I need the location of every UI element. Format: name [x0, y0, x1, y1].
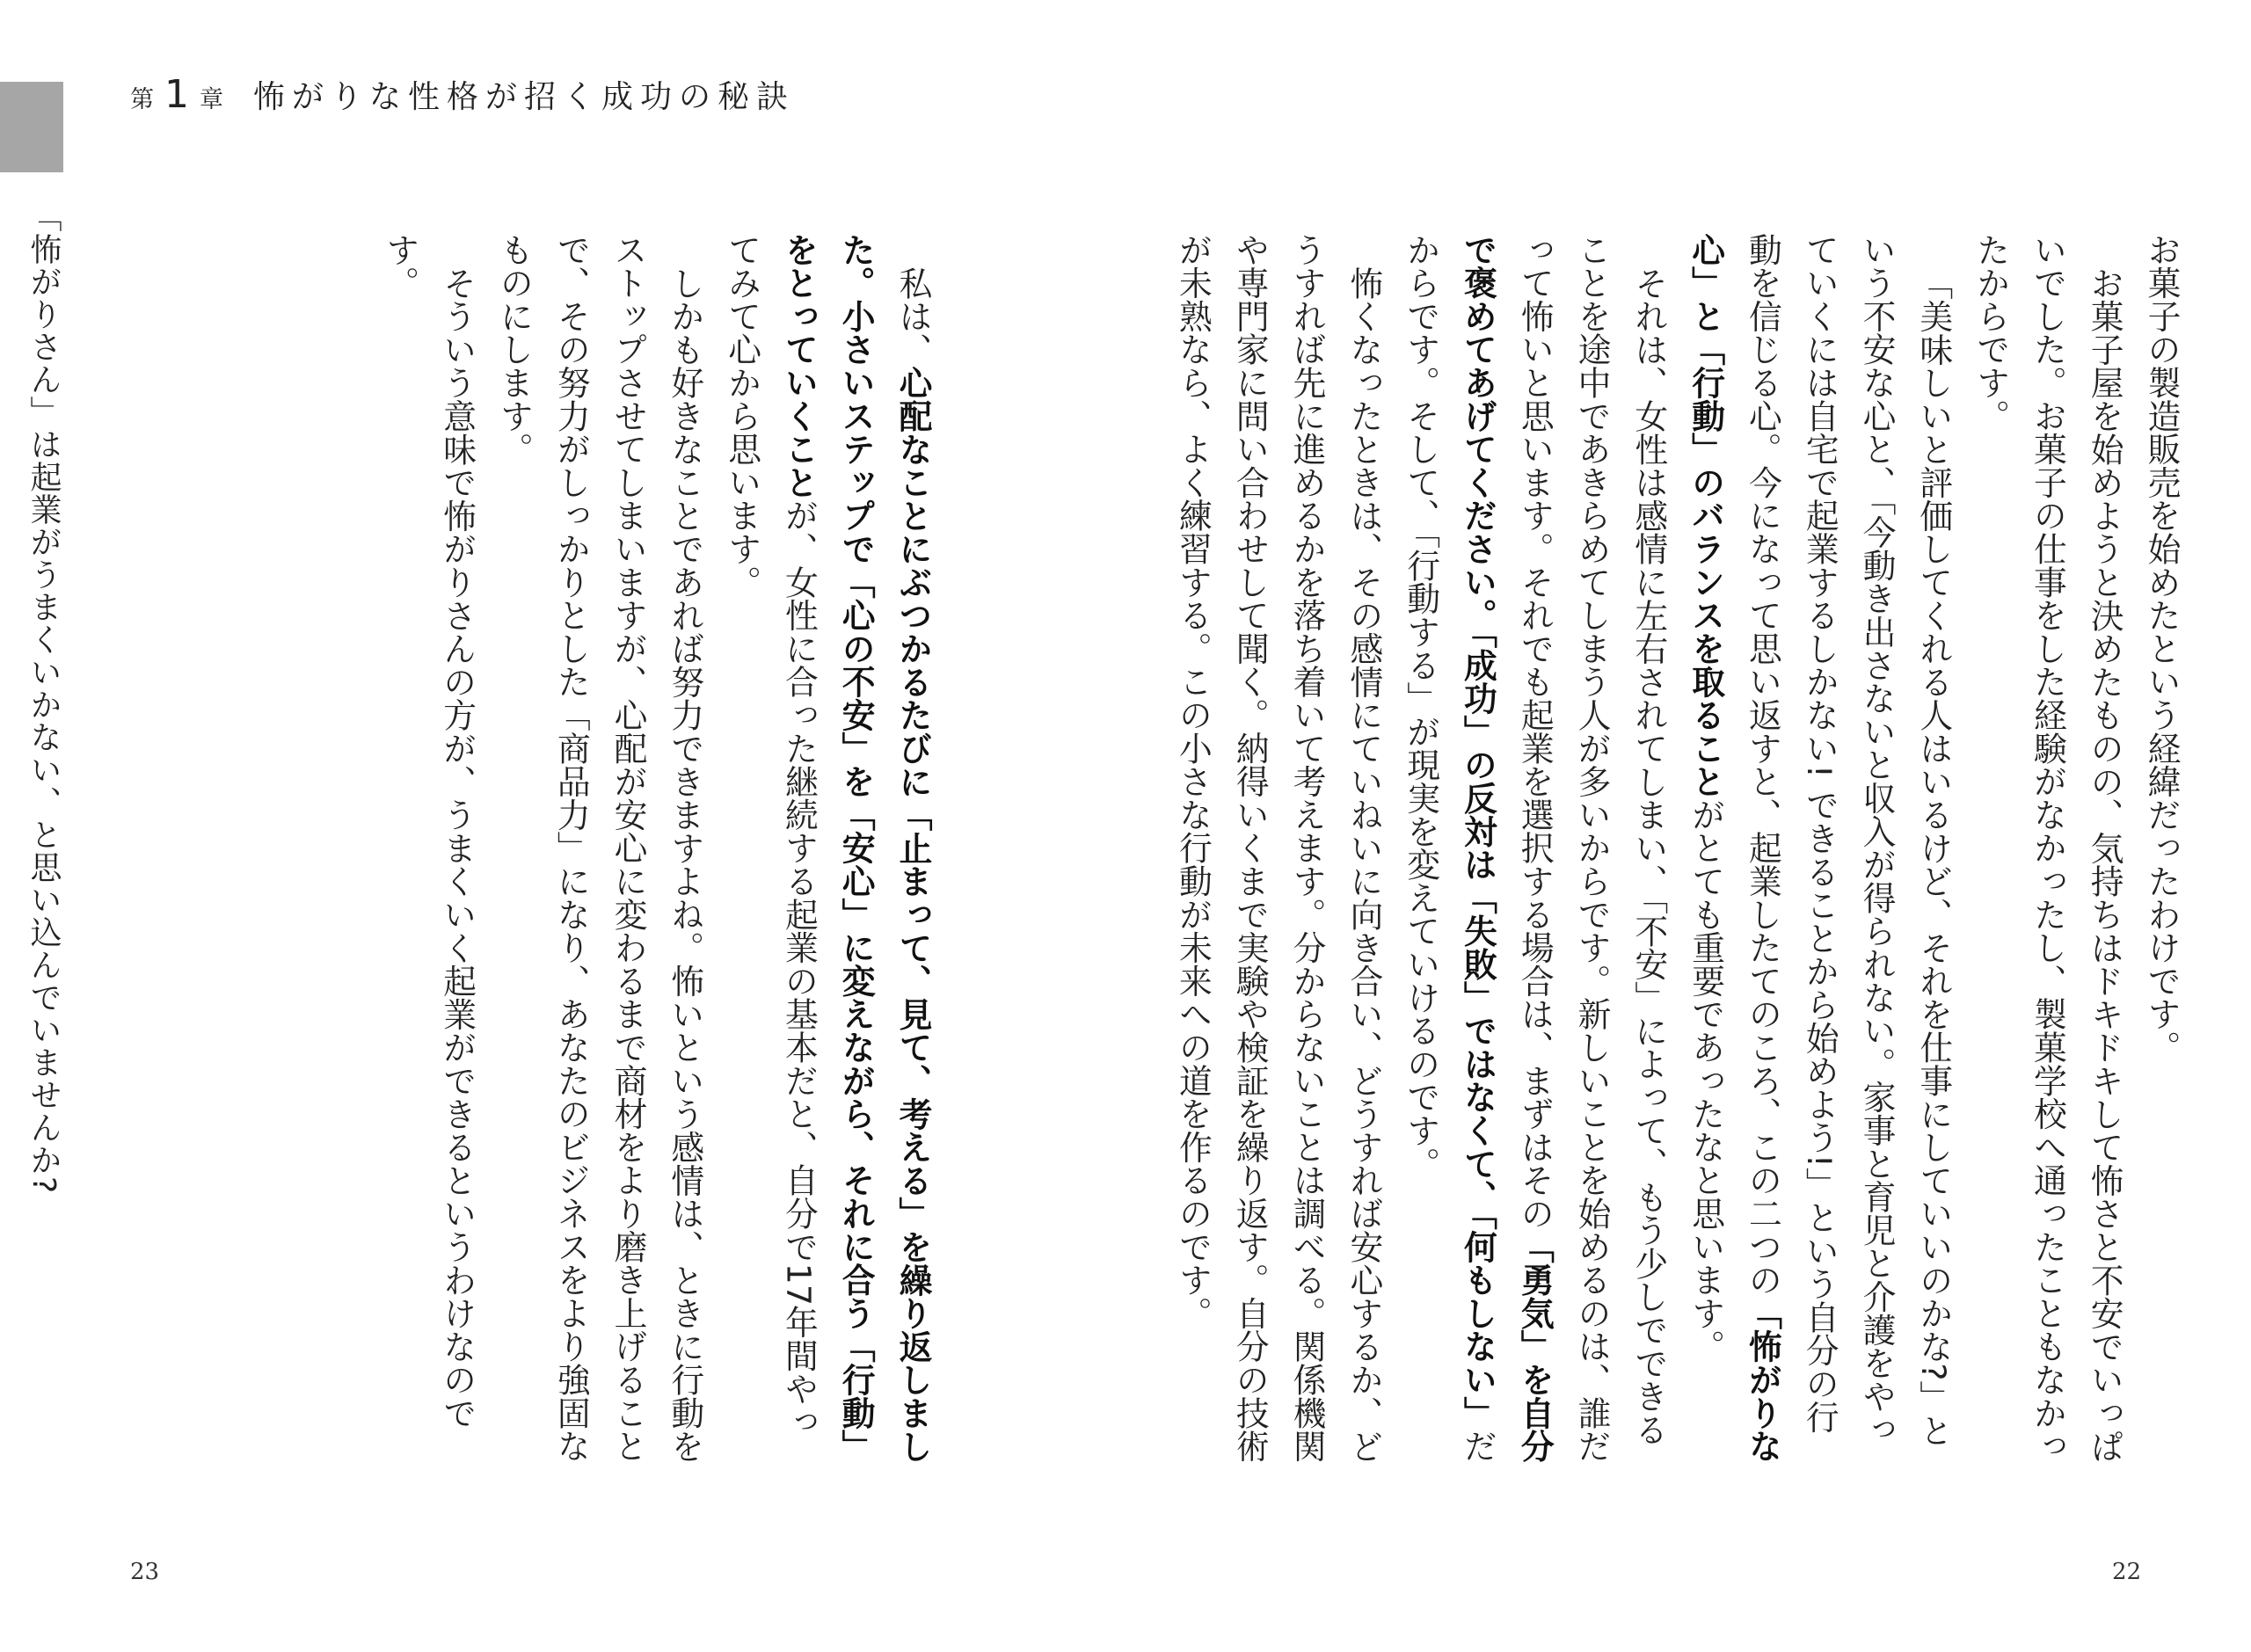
- paragraph: [1962, 233, 2132, 1464]
- paragraph: [2132, 233, 2189, 1464]
- emphasis-text: 「怖がりな心」と「行動」のバランスを取ること: [1686, 233, 1782, 1463]
- emphasis-text: 「勇気」を自分で褒めてあげてください。「成功」の反対は「失敗」ではなくて、「何もしない」: [1458, 233, 1555, 1463]
- paragraph-text: それは、女性は感情に左右されてしまい、「不安」によって、もう少しでできることを途中であきらめてしまう人が多いからです。新しいことを始めるのは、誰だって怖いと思います。それでも起業を選択する場合は、まずはその: [1515, 233, 1668, 1463]
- paragraph-text: 怖くなったときは、その感情にていねいに向き合い、どうすれば安心するか、どうすれば先に進めるかを落ち着いて考えます。分からないことは調べる。関係機関や専門家に問い合わせして聞く。納得いくまで実験や検証を繰り返す。自分の技術が未熟なら、よく練習する。この小さな行動が未来への道を作るのです。: [1173, 233, 1383, 1463]
- paragraph-text: しかも好きなことであれば努力できますよね。怖いという感情は、ときに行動をストップさせてしまいますが、心配が安心に変わるまで商材をより磨き上げることで、その努力がしっかりとした「商品力」になり、あなたのビジネスをより強固なものにします。: [494, 233, 704, 1463]
- page-number-right: 22: [2112, 1559, 2142, 1585]
- paragraph-text: だからです。そして、「行動する」が現実を変えていけるのです。: [1401, 233, 1497, 1463]
- paragraph: [713, 233, 941, 1464]
- page-number-left: 23: [130, 1559, 160, 1585]
- paragraph-text: お菓子屋を始めようと決めたものの、気持ちはドキドキして怖さと不安でいっぱいでした。お菓子の仕事をした経験がなかったし、製菓学校へ通ったこともなかったからです。: [1971, 233, 2124, 1463]
- paragraph: [1677, 233, 1962, 1464]
- paragraph: [1392, 233, 1677, 1464]
- paragraph: [1164, 233, 1392, 1464]
- paragraph: [371, 233, 485, 1464]
- chapter-tab-marker: [0, 82, 63, 172]
- paragraph-text: がとても重要であったなと思います。: [1686, 797, 1725, 1364]
- chapter-heading: [130, 72, 795, 125]
- running-title: 「怖がりさん」は起業がうまくいかない、と思い込んでいませんか?: [25, 200, 62, 1195]
- chapter-title: 怖がりな性格が招く成功の秘訣: [253, 79, 796, 115]
- emphasis-text: 心配なことにぶつかるたびに「止まって、見て、考える」を繰り返しました。小さいステップで「心の不安」を「安心」に変えながら、それに合う「行動」をとっていくこと: [779, 233, 932, 1463]
- paragraph-text: が、女性に合った継続する起業の基本だと、自分で17年間やってみて心から思います。: [722, 233, 819, 1439]
- right-page-body: [1164, 233, 2189, 1464]
- left-page-body: [343, 233, 941, 1464]
- paragraph: [485, 233, 713, 1464]
- paragraph-text: お菓子の製造販売を始めたという経緯だったわけです。: [2142, 233, 2181, 1064]
- paragraph-text: そういう意味で怖がりさんの方が、うまくいく起業ができるというわけなのです。: [380, 233, 477, 1430]
- chapter-prefix: 第: [130, 86, 154, 113]
- chapter-suffix: 章: [200, 86, 223, 113]
- paragraph-text: 「美味しいと評価してくれる人はいるけど、それを仕事にしていいのかな?」という不安な心と、「今動き出さないと収入が得られない。家事と育児と介護をやっていくには自宅で起業するしかない! できることから始めよう!」という自分の行動を信じる心。今になって思い返すと、起業したてのころ、この二つの: [1743, 233, 1953, 1447]
- chapter-number: 1: [164, 72, 189, 117]
- paragraph-text: 私は、: [893, 266, 932, 367]
